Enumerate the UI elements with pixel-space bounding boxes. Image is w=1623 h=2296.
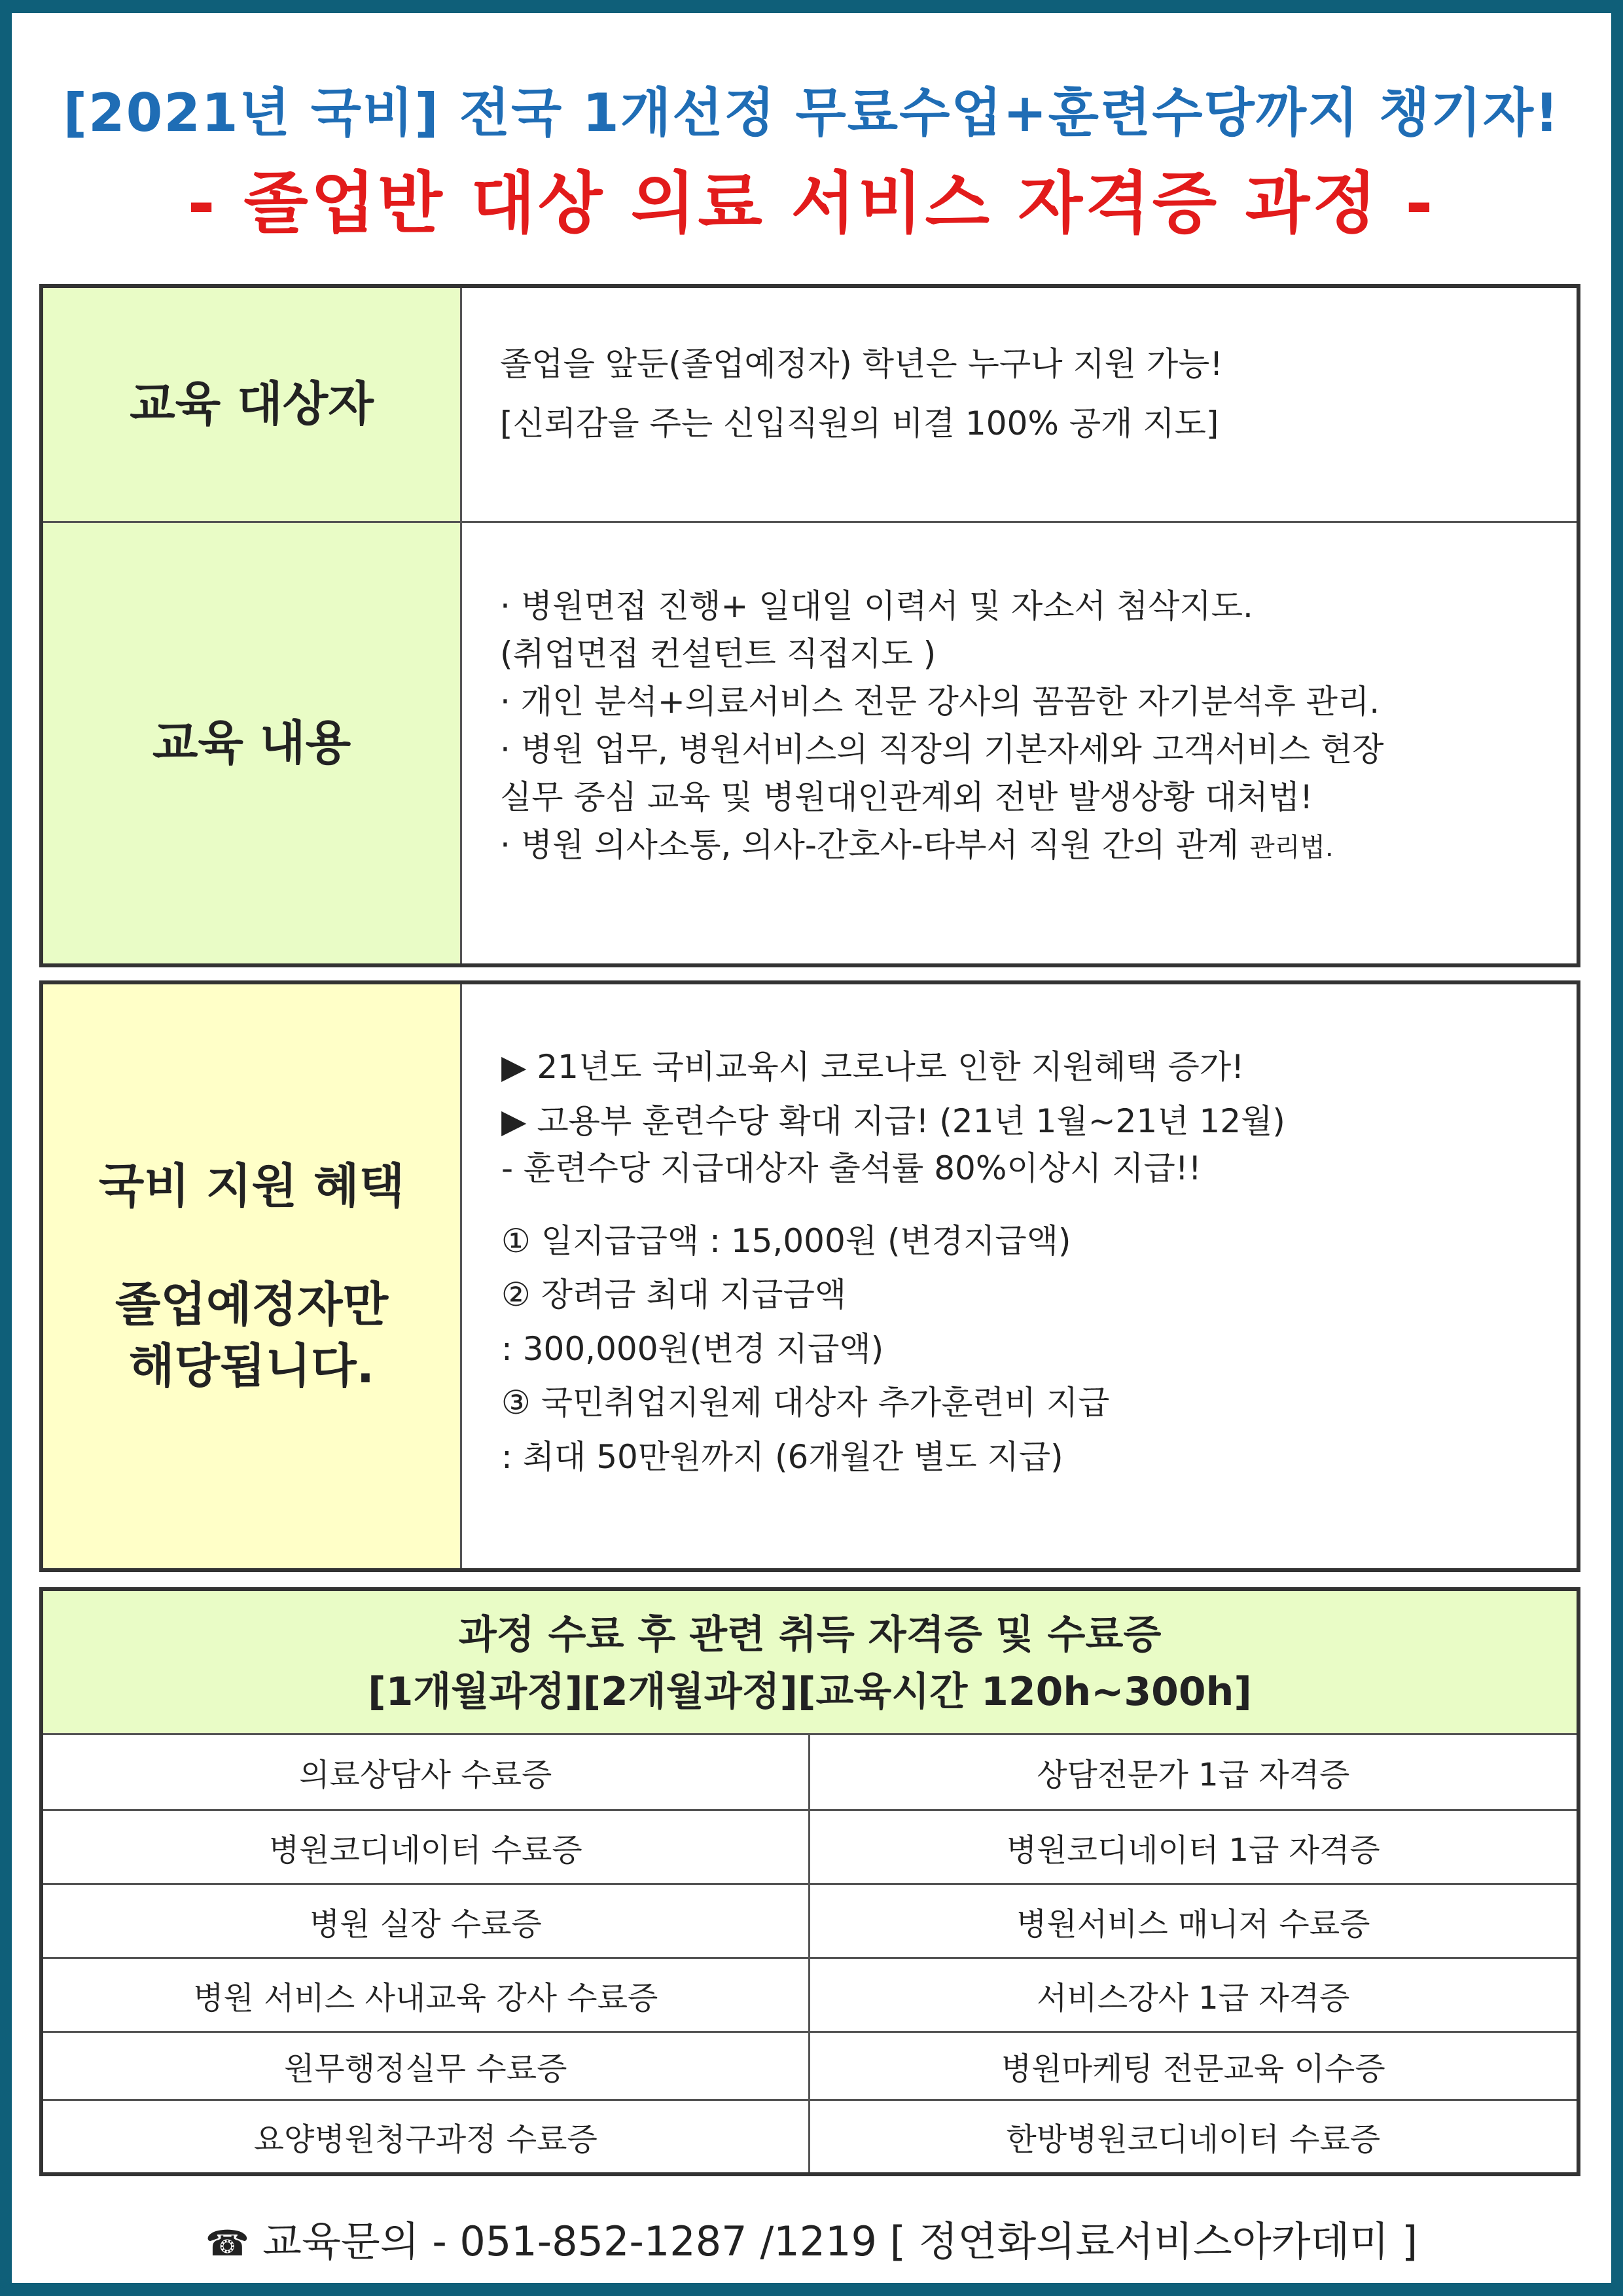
table-row xyxy=(43,1809,1577,1883)
content-line: (취업면접 컨설턴트 직접지도 ) xyxy=(500,635,936,673)
benefits-details xyxy=(462,1043,1577,1480)
content-line: · 병원면접 진행+ 일대일 이력서 및 자소서 첨삭지도. xyxy=(500,587,1253,625)
contact-text: 교육문의 - 051-852-1287 /1219 [ 정연화의료서비스아카데미 ] xyxy=(262,2217,1418,2265)
table-row xyxy=(43,2031,1577,2099)
benefit-line: ① 일지급급액 : 15,000원 (변경지급액) xyxy=(501,1221,1071,1260)
content-label-cell xyxy=(43,523,462,963)
certificates-heading xyxy=(43,1591,1577,1735)
target-content xyxy=(462,340,1577,447)
content-line-small: 관리법. xyxy=(1249,833,1334,863)
certificate-cell: 서비스강사 1급 자격증 xyxy=(1037,1979,1350,2017)
certificate-cell: 병원 실장 수료증 xyxy=(43,1885,810,1957)
certificate-cell: 한방병원코디네이터 수료증 xyxy=(1006,2121,1381,2158)
content-label: 교육 내용 xyxy=(152,715,351,770)
target-label: 교육 대상자 xyxy=(130,376,374,432)
benefit-line: : 300,000원(변경 지급액) xyxy=(501,1329,884,1368)
telephone-icon: ☎ xyxy=(205,2223,250,2264)
course-info-table xyxy=(39,284,1580,967)
content-line-text: · 병원 의사소통, 의사-간호사-타부서 직원 간의 관계 xyxy=(500,826,1250,864)
target-line: 졸업을 앞둔(졸업예정자) 학년은 누구나 지원 가능! xyxy=(500,345,1223,383)
contact-footer xyxy=(12,2209,1611,2267)
certificates-table xyxy=(39,1587,1580,2176)
benefits-note-line1: 졸업예정자만 xyxy=(115,1277,389,1333)
benefits-label: 국비 지원 혜택 xyxy=(98,1158,405,1213)
certificate-cell: 의료상담사 수료증 xyxy=(43,1735,810,1809)
content-details xyxy=(462,583,1577,869)
table-row xyxy=(43,1883,1577,1957)
certificate-cell: 원무행정실무 수료증 xyxy=(43,2033,810,2099)
page-subtitle: - 졸업반 대상 의료 서비스 자격증 과정 - xyxy=(187,165,1436,243)
table-row xyxy=(43,1735,1577,1809)
page-title: [2021년 국비] 전국 1개선정 무료수업+훈련수당까지 챙기자! xyxy=(63,82,1560,143)
benefit-line: ▶ 21년도 국비교육시 코로나로 인한 지원혜택 증가! xyxy=(501,1048,1245,1086)
certificates-heading-line2: [1개월과정][2개월과정][교육시간 120h~300h] xyxy=(368,1669,1252,1715)
certificates-heading-line1: 과정 수료 후 관련 취득 자격증 및 수료증 xyxy=(458,1612,1162,1658)
target-line: [신뢰감을 주는 신입직원의 비결 100% 공개 지도] xyxy=(500,404,1219,442)
content-line: · 개인 분석+의료서비스 전문 강사의 꼼꼼한 자기분석후 관리. xyxy=(500,683,1380,721)
benefits-table xyxy=(39,980,1580,1572)
benefit-line: ▶ 고용부 훈련수당 확대 지급! (21년 1월~21년 12월) xyxy=(501,1102,1285,1140)
table-row xyxy=(43,2099,1577,2172)
benefit-line: - 훈련수당 지급대상자 출석률 80%이상시 지급!! xyxy=(501,1149,1202,1187)
benefits-label-cell xyxy=(43,984,462,1568)
flyer-page xyxy=(12,13,1611,2283)
content-line: 실무 중심 교육 및 병원대인관계외 전반 발생상황 대처법! xyxy=(500,778,1313,816)
benefit-line: ③ 국민취업지원제 대상자 추가훈련비 지급 xyxy=(501,1384,1110,1422)
benefit-line: : 최대 50만원까지 (6개월간 별도 지급) xyxy=(501,1437,1063,1476)
certificate-cell: 병원마케팅 전문교육 이수증 xyxy=(1001,2051,1385,2087)
certificate-cell: 병원 서비스 사내교육 강사 수료증 xyxy=(43,1959,810,2031)
content-line-last xyxy=(500,821,1577,869)
certificate-cell: 요양병원청구과정 수료증 xyxy=(43,2101,810,2172)
content-line: · 병원 업무, 병원서비스의 직장의 기본자세와 고객서비스 현장 xyxy=(500,730,1384,768)
certificate-cell: 상담전문가 1급 자격증 xyxy=(1037,1757,1350,1793)
certificate-cell: 병원코디네이터 수료증 xyxy=(43,1811,810,1883)
benefits-note-line2: 해당됩니다. xyxy=(128,1338,375,1393)
target-label-cell xyxy=(43,288,462,521)
benefit-line: ② 장려금 최대 지급금액 xyxy=(501,1276,847,1314)
certificate-cell: 병원코디네이터 1급 자격증 xyxy=(1006,1831,1380,1869)
certificate-cell: 병원서비스 매니저 수료증 xyxy=(1016,1905,1370,1943)
table-row xyxy=(43,1957,1577,2031)
